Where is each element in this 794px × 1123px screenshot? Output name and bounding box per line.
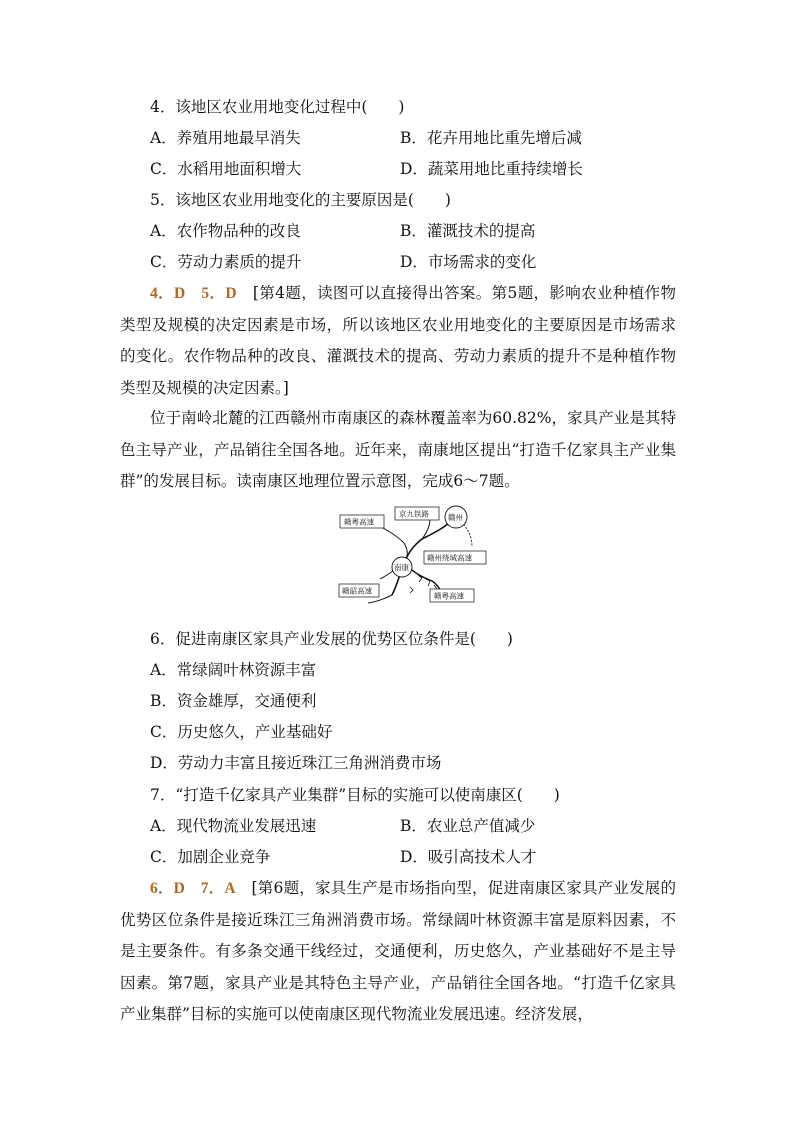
map-label-ganzhou: 赣州 <box>448 513 463 522</box>
answer-4-5-label: 4．D 5．D <box>150 285 237 302</box>
q4-option-d: D．蔬菜用地比重持续增长 <box>400 160 583 178</box>
map-label-ganyue-top: 赣粤高速 <box>344 517 374 527</box>
map-label-ganyue-bottom: 赣粤高速 <box>434 591 464 601</box>
answer-6-7-label: 6．D 7．A <box>150 880 236 897</box>
q6-option-a: A．常绿阔叶林资源丰富 <box>150 661 317 679</box>
map-label-jingjiu-railway: 京九铁路 <box>399 509 429 519</box>
q5-option-d: D．市场需求的变化 <box>400 253 537 271</box>
q7-option-d: D．吸引高技术人才 <box>400 848 537 866</box>
q5-option-b: B．灌溉技术的提高 <box>400 222 536 240</box>
q7-option-c: C．加剧企业竞争 <box>150 848 271 866</box>
q5-option-c: C．劳动力素质的提升 <box>150 253 302 271</box>
q4-option-c: C．水稻用地面积增大 <box>150 160 302 178</box>
question-7-stem: 7．“打造千亿家具产业集群”目标的实施可以使南康区( ) <box>150 786 560 804</box>
q5-option-a: A．农作物品种的改良 <box>150 222 301 240</box>
answer-6-7-block <box>120 873 676 1031</box>
intro-paragraph: 位于南岭北麓的江西赣州市南康区的森林覆盖率为60.82%，家具产业是其特色主导产业，产品销往全国各地。近年来，南康地区提出“打造千亿家具主产业集群”的发展目标。读南康区地理位置示意图，完成6～7题。 <box>120 409 676 490</box>
q6-option-b: B．资金雄厚，交通便利 <box>150 692 317 710</box>
q7-option-b: B．农业总产值减少 <box>400 817 536 835</box>
nankang-location-map <box>338 503 490 607</box>
question-5-stem: 5．该地区农业用地变化的主要原因是( ) <box>150 191 451 209</box>
answer-4-5-explanation: [第4题，读图可以直接得出答案。第5题，影响农业种植作物类型及规模的决定因素是市场，所以该地区农业用地变化的主要原因是市场需求的变化。农作物品种的改良、灌溉技术的提高、劳动力素质的提升不是种植作物类型及规模的决定因素。] <box>120 284 676 397</box>
map-label-raocheng-expressway: 赣州绕城高速 <box>427 553 472 563</box>
question-4-stem: 4．该地区农业用地变化过程中( ) <box>150 98 405 116</box>
answer-6-7-explanation: [第6题，家具生产是市场指向型，促进南康区家具产业发展的优势区位条件是接近珠江三角洲消费市场。常绿阔叶林资源丰富是原料因素，不是主要条件。有多条交通干线经过，交通便利，历史悠久，产业基础好不是主导因素。第7题，家具产业是其特色主导产业，产品销往全国各地。“打造千亿家具产业集群”目标的实施可以使南康区现代物流业发展迅速。经济发展， <box>120 879 676 1023</box>
map-label-nankang: 南康 <box>394 563 409 572</box>
q6-option-d: D．劳动力丰富且接近珠江三角洲消费市场 <box>150 754 442 772</box>
q4-option-a: A．养殖用地最早消失 <box>150 129 301 147</box>
map-label-ganshao-expressway: 赣韶高速 <box>342 586 372 596</box>
question-6-stem: 6．促进南康区家具产业发展的优势区位条件是( ) <box>150 630 513 648</box>
q4-option-b: B．花卉用地比重先增后减 <box>400 129 582 147</box>
q6-option-c: C．历史悠久，产业基础好 <box>150 723 333 741</box>
answer-4-5-block <box>120 278 676 404</box>
q7-option-a: A．现代物流业发展迅速 <box>150 817 317 835</box>
